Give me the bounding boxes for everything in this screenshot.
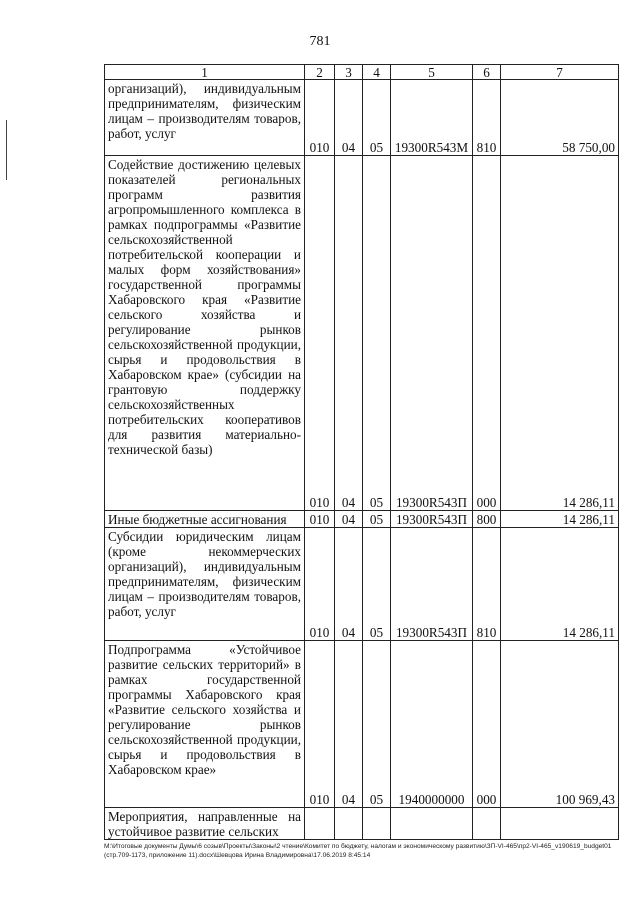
row-code-subsection: 05 <box>363 528 391 641</box>
row-code-subsection: 05 <box>363 511 391 528</box>
row-name: Мероприятия, направленные на устойчивое развитие сельских <box>105 808 305 840</box>
row-code-target: 19300R543П <box>391 156 473 511</box>
row-code-admin: 010 <box>305 80 335 156</box>
table-row <box>105 511 619 528</box>
table-header-row <box>105 65 619 80</box>
row-name: организаций), индивидуальным предпринимателям, физическим лицам – производителям товаров, работ, услуг <box>105 80 305 156</box>
file-path-footer: М:\Итоговые документы Думы\6 созыв\Проекты\Законы\2 чтение\Комитет по бюджету, налогам и экономическому развитию\ЗП-VI-465\пр2-VI-465_v190619_budget01 (стр.709-1173, приложение 11).docx\Шевцова Ирина Владимировна\17.06.2019 8:45:14 <box>104 843 612 859</box>
row-amount: 14 286,11 <box>501 156 619 511</box>
row-code-target <box>391 808 473 840</box>
row-code-section: 04 <box>335 156 363 511</box>
row-code-section: 04 <box>335 80 363 156</box>
row-name: Субсидии юридическим лицам (кроме некоммерческих организаций), индивидуальным предпринимателям, физическим лицам – производителям товаров, работ, услуг <box>105 528 305 641</box>
budget-table <box>104 64 619 840</box>
row-code-section: 04 <box>335 528 363 641</box>
row-amount: 14 286,11 <box>501 511 619 528</box>
table-row <box>105 80 619 156</box>
column-header: 4 <box>363 65 391 80</box>
row-code-subsection: 05 <box>363 156 391 511</box>
row-code-target: 19300R543П <box>391 511 473 528</box>
column-header: 6 <box>473 65 501 80</box>
row-code-subsection <box>363 808 391 840</box>
table-row <box>105 808 619 840</box>
margin-mark <box>6 120 7 180</box>
row-amount: 100 969,43 <box>501 641 619 808</box>
row-amount: 14 286,11 <box>501 528 619 641</box>
row-name: Иные бюджетные ассигнования <box>105 511 305 528</box>
row-code-target: 19300R543П <box>391 528 473 641</box>
row-name: Подпрограмма «Устойчивое развитие сельских территорий» в рамках государственной программы Хабаровского края «Развитие сельского хозяйства и регулирование рынков сельскохозяйственной продукции, сырья и продовольствия в Хабаровском крае» <box>105 641 305 808</box>
column-header: 1 <box>105 65 305 80</box>
row-code-section <box>335 808 363 840</box>
row-code-admin: 010 <box>305 528 335 641</box>
column-header: 3 <box>335 65 363 80</box>
row-code-section: 04 <box>335 641 363 808</box>
row-code-target: 19300R543М <box>391 80 473 156</box>
row-code-admin: 010 <box>305 156 335 511</box>
row-code-target: 1940000000 <box>391 641 473 808</box>
column-header: 2 <box>305 65 335 80</box>
row-code-expense: 000 <box>473 156 501 511</box>
row-code-expense: 810 <box>473 528 501 641</box>
table-row <box>105 528 619 641</box>
row-code-expense: 810 <box>473 80 501 156</box>
row-code-expense: 000 <box>473 641 501 808</box>
column-header: 7 <box>501 65 619 80</box>
row-code-expense: 800 <box>473 511 501 528</box>
row-code-subsection: 05 <box>363 80 391 156</box>
column-header: 5 <box>391 65 473 80</box>
row-code-admin: 010 <box>305 511 335 528</box>
row-name: Содействие достижению целевых показателей региональных программ развития агропромышленного комплекса в рамках подпрограммы «Развитие сельскохозяйственной потребительской кооперации и малых форм хозяйствования» государственной программы Хабаровского края «Развитие сельского хозяйства и регулирование рынков сельскохозяйственной продукции, сырья и продовольствия в Хабаровском крае» (субсидии на грантовую поддержку сельскохозяйственных потребительских кооперативов для развития материально-технической базы) <box>105 156 305 511</box>
table-row <box>105 641 619 808</box>
row-amount <box>501 808 619 840</box>
row-code-expense <box>473 808 501 840</box>
row-code-admin <box>305 808 335 840</box>
page-number: 781 <box>309 34 331 49</box>
row-amount: 58 750,00 <box>501 80 619 156</box>
row-code-admin: 010 <box>305 641 335 808</box>
row-code-subsection: 05 <box>363 641 391 808</box>
row-code-section: 04 <box>335 511 363 528</box>
table-row <box>105 156 619 511</box>
